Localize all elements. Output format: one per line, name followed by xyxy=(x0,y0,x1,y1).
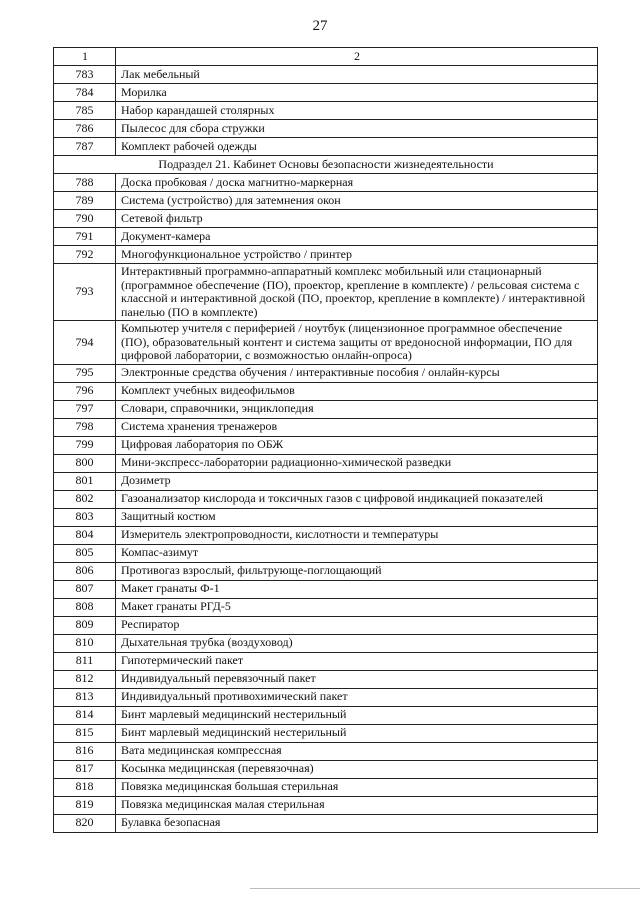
table-row xyxy=(54,192,598,210)
item-number: 788 xyxy=(54,174,116,192)
item-name: Индивидуальный противохимический пакет xyxy=(116,688,598,706)
item-name: Булавка безопасная xyxy=(116,814,598,832)
table-row xyxy=(54,400,598,418)
item-name: Косынка медицинская (перевязочная) xyxy=(116,760,598,778)
item-number: 786 xyxy=(54,120,116,138)
table-row xyxy=(54,418,598,436)
item-name: Индивидуальный перевязочный пакет xyxy=(116,670,598,688)
table-row xyxy=(54,724,598,742)
item-number: 808 xyxy=(54,598,116,616)
item-number: 798 xyxy=(54,418,116,436)
subsection-row xyxy=(54,156,598,174)
item-name: Компьютер учителя с периферией / ноутбук (лицензионное программное обеспечение (ПО), образовательный контент и система защиты от вредоносной информации, ПО для цифровой лаборатории, с возможностью онлайн-опроса) xyxy=(116,321,598,365)
item-name: Многофункциональное устройство / принтер xyxy=(116,246,598,264)
item-name: Защитный костюм xyxy=(116,508,598,526)
table-row xyxy=(54,778,598,796)
item-name: Повязка медицинская большая стерильная xyxy=(116,778,598,796)
item-number: 813 xyxy=(54,688,116,706)
item-number: 784 xyxy=(54,84,116,102)
item-number: 800 xyxy=(54,454,116,472)
item-name: Документ-камера xyxy=(116,228,598,246)
item-number: 794 xyxy=(54,321,116,365)
item-name: Мини-экспресс-лаборатории радиационно-химической разведки xyxy=(116,454,598,472)
table-row xyxy=(54,364,598,382)
item-number: 793 xyxy=(54,264,116,321)
table-header-row xyxy=(54,48,598,66)
item-number: 789 xyxy=(54,192,116,210)
item-name: Система (устройство) для затемнения окон xyxy=(116,192,598,210)
item-name: Дыхательная трубка (воздуховод) xyxy=(116,634,598,652)
item-name: Морилка xyxy=(116,84,598,102)
table-row xyxy=(54,634,598,652)
table-row xyxy=(54,688,598,706)
item-number: 785 xyxy=(54,102,116,120)
item-number: 814 xyxy=(54,706,116,724)
item-number: 795 xyxy=(54,364,116,382)
item-number: 796 xyxy=(54,382,116,400)
item-name: Дозиметр xyxy=(116,472,598,490)
item-name: Цифровая лаборатория по ОБЖ xyxy=(116,436,598,454)
table-row xyxy=(54,796,598,814)
item-number: 806 xyxy=(54,562,116,580)
item-name: Макет гранаты РГД-5 xyxy=(116,598,598,616)
item-name: Бинт марлевый медицинский нестерильный xyxy=(116,724,598,742)
item-number: 797 xyxy=(54,400,116,418)
page-number: 27 xyxy=(312,18,328,34)
item-name: Вата медицинская компрессная xyxy=(116,742,598,760)
item-name: Противогаз взрослый, фильтрующе-поглощающий xyxy=(116,562,598,580)
item-number: 817 xyxy=(54,760,116,778)
item-number: 801 xyxy=(54,472,116,490)
item-name: Набор карандашей столярных xyxy=(116,102,598,120)
table-row xyxy=(54,454,598,472)
table-row xyxy=(54,580,598,598)
table-row xyxy=(54,760,598,778)
table-row xyxy=(54,321,598,365)
table-row xyxy=(54,66,598,84)
table-row xyxy=(54,102,598,120)
item-name: Словари, справочники, энциклопедия xyxy=(116,400,598,418)
table-row xyxy=(54,598,598,616)
item-name: Комплект учебных видеофильмов xyxy=(116,382,598,400)
equipment-table xyxy=(53,47,598,833)
item-number: 802 xyxy=(54,490,116,508)
item-name: Сетевой фильтр xyxy=(116,210,598,228)
table-row xyxy=(54,120,598,138)
item-name: Доска пробковая / доска магнитно-маркерная xyxy=(116,174,598,192)
table-row xyxy=(54,490,598,508)
item-number: 787 xyxy=(54,138,116,156)
item-number: 804 xyxy=(54,526,116,544)
column-header-number: 1 xyxy=(54,48,116,66)
item-number: 799 xyxy=(54,436,116,454)
table-row xyxy=(54,814,598,832)
item-number: 820 xyxy=(54,814,116,832)
table-row xyxy=(54,616,598,634)
item-name: Респиратор xyxy=(116,616,598,634)
table-row xyxy=(54,508,598,526)
table-row xyxy=(54,228,598,246)
table-row xyxy=(54,210,598,228)
item-number: 791 xyxy=(54,228,116,246)
item-number: 816 xyxy=(54,742,116,760)
item-number: 810 xyxy=(54,634,116,652)
item-name: Пылесос для сбора стружки xyxy=(116,120,598,138)
column-header-name: 2 xyxy=(116,48,598,66)
item-name: Комплект рабочей одежды xyxy=(116,138,598,156)
item-name: Бинт марлевый медицинский нестерильный xyxy=(116,706,598,724)
table-row xyxy=(54,138,598,156)
table-row xyxy=(54,174,598,192)
item-name: Электронные средства обучения / интерактивные пособия / онлайн-курсы xyxy=(116,364,598,382)
subsection-title: Подраздел 21. Кабинет Основы безопасности жизнедеятельности xyxy=(54,156,598,174)
item-number: 805 xyxy=(54,544,116,562)
item-number: 783 xyxy=(54,66,116,84)
table-row xyxy=(54,84,598,102)
item-number: 815 xyxy=(54,724,116,742)
item-name: Компас-азимут xyxy=(116,544,598,562)
item-name: Лак мебельный xyxy=(116,66,598,84)
item-name: Интерактивный программно-аппаратный комплекс мобильный или стационарный (программное обеспечение (ПО), проектор, крепление в комплекте) / рельсовая система с классной и интерактивной доской (ПО, проектор, крепление в комплекте) / интерактивной панелью (ПО в комплекте) xyxy=(116,264,598,321)
item-name: Газоанализатор кислорода и токсичных газов с цифровой индикацией показателей xyxy=(116,490,598,508)
table-row xyxy=(54,246,598,264)
item-name: Измеритель электропроводности, кислотности и температуры xyxy=(116,526,598,544)
table-row xyxy=(54,544,598,562)
page-bottom-edge xyxy=(250,888,640,889)
table-row xyxy=(54,742,598,760)
table-row xyxy=(54,670,598,688)
item-number: 803 xyxy=(54,508,116,526)
table-row xyxy=(54,264,598,321)
item-number: 792 xyxy=(54,246,116,264)
table-row xyxy=(54,562,598,580)
item-number: 818 xyxy=(54,778,116,796)
table-row xyxy=(54,526,598,544)
item-number: 809 xyxy=(54,616,116,634)
item-name: Система хранения тренажеров xyxy=(116,418,598,436)
table-row xyxy=(54,652,598,670)
item-number: 812 xyxy=(54,670,116,688)
table-row xyxy=(54,436,598,454)
item-name: Гипотермический пакет xyxy=(116,652,598,670)
table-body xyxy=(54,66,598,833)
item-name: Повязка медицинская малая стерильная xyxy=(116,796,598,814)
table-row xyxy=(54,382,598,400)
item-number: 807 xyxy=(54,580,116,598)
item-number: 819 xyxy=(54,796,116,814)
item-number: 790 xyxy=(54,210,116,228)
table-row xyxy=(54,706,598,724)
item-number: 811 xyxy=(54,652,116,670)
item-name: Макет гранаты Ф-1 xyxy=(116,580,598,598)
table-row xyxy=(54,472,598,490)
